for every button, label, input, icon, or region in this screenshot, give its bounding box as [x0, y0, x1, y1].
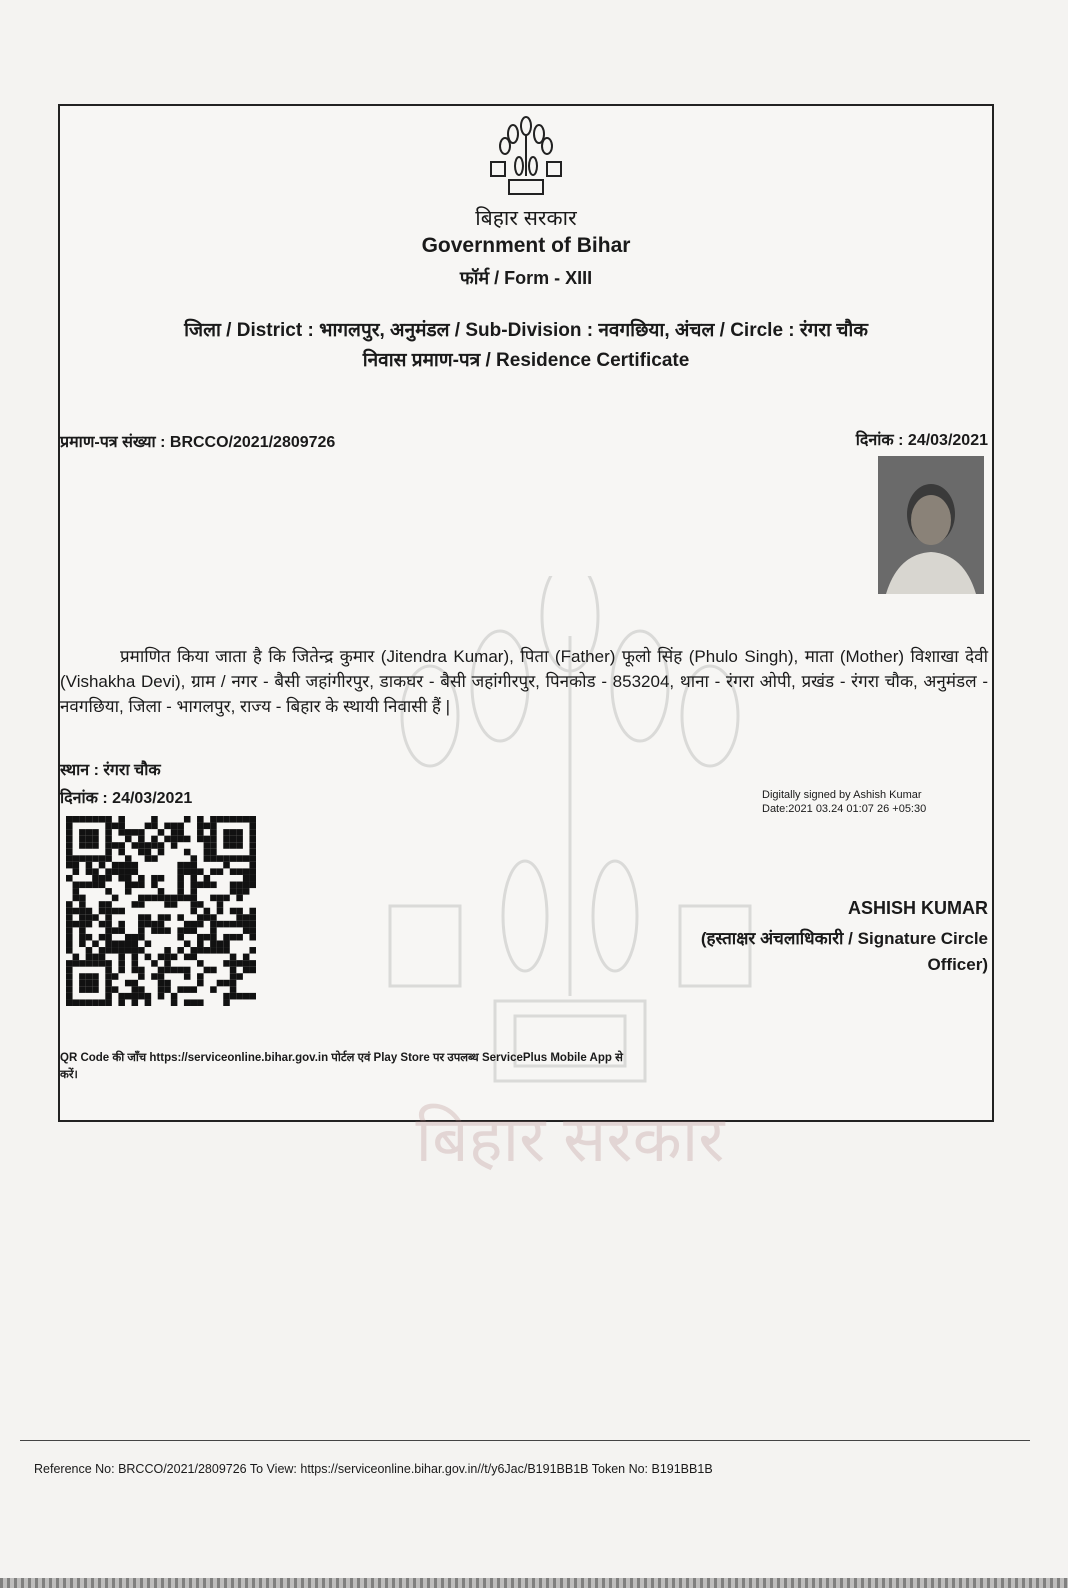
certificate-frame [58, 104, 994, 1175]
location-line: जिला / District : भागलपुर, अनुमंडल / Sub-Division : नवगछिया, अंचल / Circle : रंगरा चौक [184, 320, 868, 341]
officer-name: ASHISH KUMAR [847, 898, 988, 918]
footer-divider [20, 1440, 1030, 1441]
qr-verification-note: QR Code की जाँच https://serviceonline.bihar.gov.in पोर्टल एवं Play Store पर उपलब्ध ServicePlus Mobile App से करें। [60, 1052, 623, 1081]
watermark-text: बिहार सरकार [415, 1103, 725, 1175]
bihar-emblem-icon [485, 114, 567, 200]
digital-signature [762, 788, 926, 816]
certification-text: प्रमाणित किया जाता है कि जितेन्द्र कुमार (Jitendra Kumar), पिता (Father) फूलो सिंह (Phulo Singh), माता (Mother) विशाखा देवी (Vishakha Devi), ग्राम / नगर - बैसी जहांगीरपुर, डाकघर - बैसी जहांगीरपुर, पिनकोड - 853204, थाना - रंगरा ओपी, प्रखंड - रंगरा चौक, अनुमंडल - नवगछिया, जिला - भागलपुर, राज्य - बिहार के स्थायी निवासी हैं | [60, 647, 988, 716]
gov-english: Government of Bihar [421, 234, 631, 257]
certificate-date: दिनांक : 24/03/2021 [855, 432, 988, 449]
gov-hindi: बिहार सरकार [475, 207, 577, 230]
qr-code [66, 816, 256, 1006]
certificate-title: निवास प्रमाण-पत्र / Residence Certificate [362, 350, 690, 371]
officer-designation: (हस्ताक्षर अंचलाधिकारी / Signature Circle Officer) [700, 929, 988, 974]
footer-reference: Reference No: BRCCO/2021/2809726 To View: https://serviceonline.bihar.gov.in//t/y6Jac/B191BB1B Token No: B191BB1B [34, 1462, 713, 1476]
applicant-photo [878, 456, 984, 594]
scan-edge [0, 1578, 1068, 1588]
certificate-number: प्रमाण-पत्र संख्या : BRCCO/2021/2809726 [60, 434, 336, 451]
place: स्थान : रंगरा चौक [60, 762, 161, 779]
digital-signature-line2: Date:2021 03.24 01:07 26 +05:30 [762, 803, 927, 815]
digital-signature-line1: Digitally signed by Ashish Kumar [762, 789, 922, 801]
form-number: फॉर्म / Form - XIII [459, 268, 593, 288]
place-date: दिनांक : 24/03/2021 [60, 790, 193, 807]
